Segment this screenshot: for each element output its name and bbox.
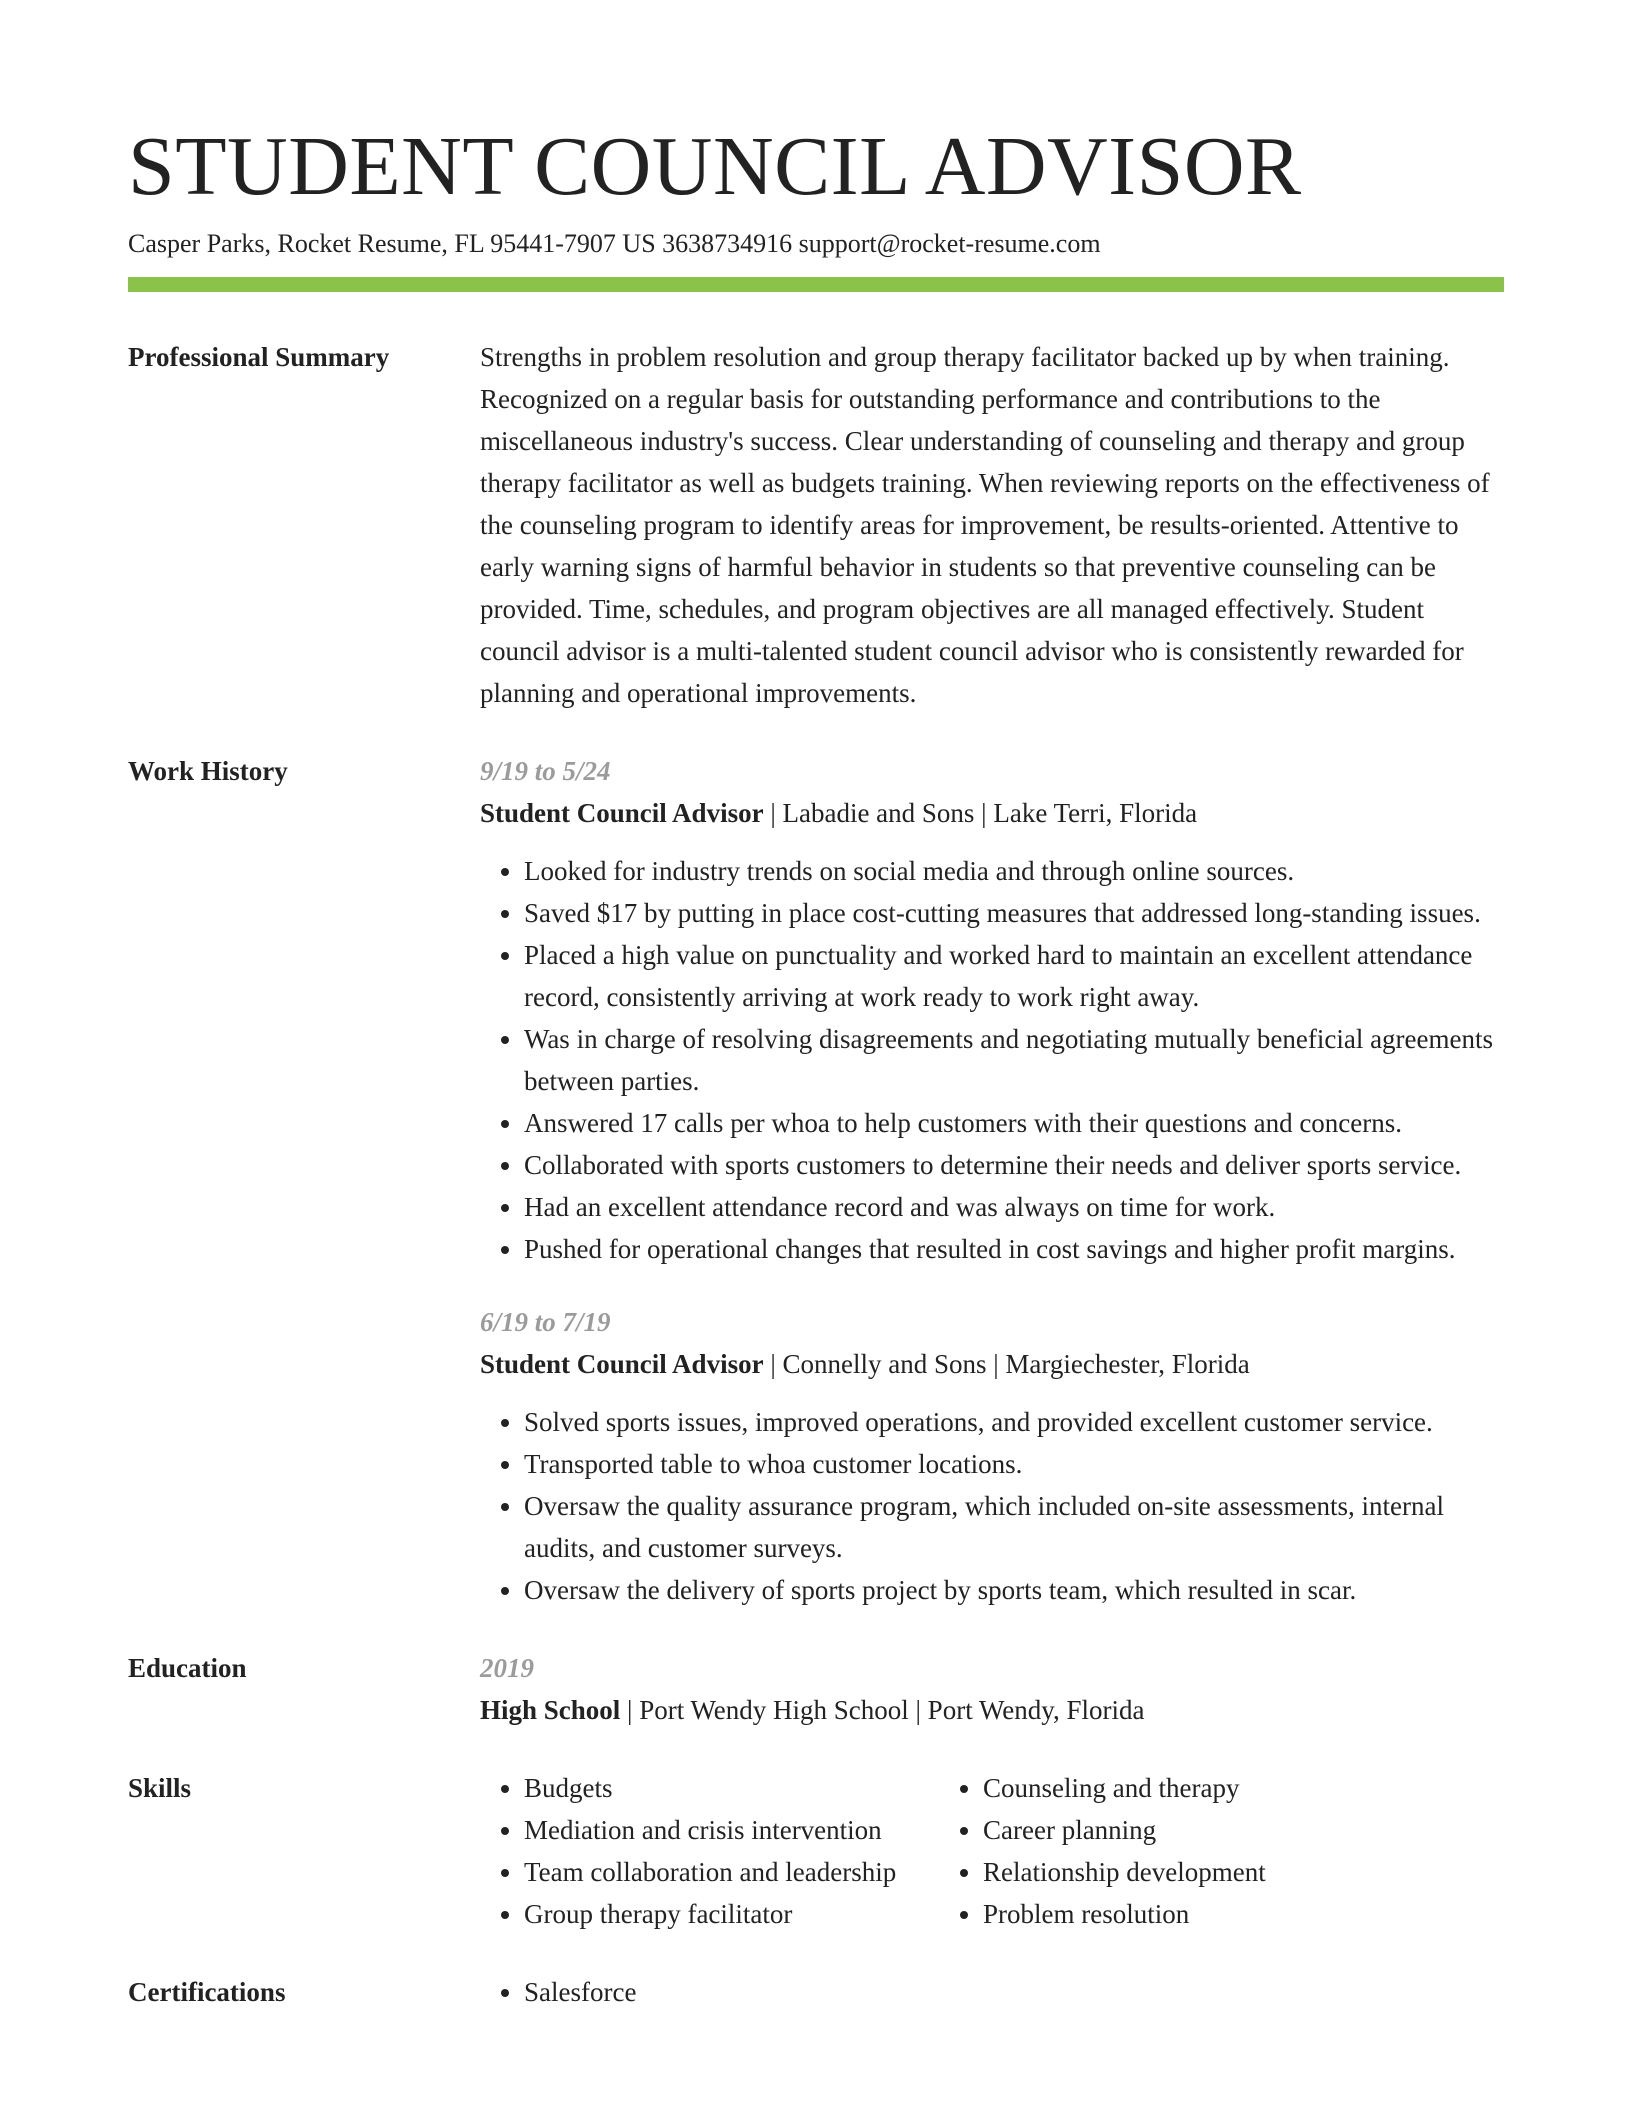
job-role-line [480, 792, 1504, 834]
job-dates: 9/19 to 5/24 [480, 755, 611, 786]
job-bullet: • Looked for industry trends on social media and through online sources. [524, 850, 1504, 892]
work-history-section [128, 750, 1504, 1611]
work-history-heading: Work History [128, 755, 288, 786]
job-role-line [480, 1343, 1504, 1385]
job-role: Student Council Advisor [480, 797, 764, 828]
skills-column-2 [939, 1767, 1504, 1935]
job-bullet: • Oversaw the delivery of sports project by sports team, which resulted in scar. [524, 1569, 1504, 1611]
contact-line: Casper Parks, Rocket Resume, FL 95441-7907 US 3638734916 support@rocket-resume.com [128, 228, 1101, 258]
certifications-body [480, 1971, 1504, 2013]
education-section [128, 1647, 1504, 1731]
job-entry [480, 750, 1504, 1270]
education-degree: High School [480, 1694, 621, 1725]
job-bullet: • Answered 17 calls per whoa to help customers with their questions and concerns. [524, 1102, 1504, 1144]
certifications-list [480, 1971, 1504, 2013]
certification-item: • Salesforce [524, 1971, 1504, 2013]
job-details: | Connelly and Sons | Margiechester, Florida [763, 1348, 1250, 1379]
work-history-body [480, 750, 1504, 1611]
skill-item: • Problem resolution [983, 1893, 1504, 1935]
skill-item: • Mediation and crisis intervention [524, 1809, 939, 1851]
job-dates: 6/19 to 7/19 [480, 1306, 611, 1337]
skill-item: • Budgets [524, 1767, 939, 1809]
education-line [480, 1689, 1504, 1731]
job-bullet: • Collaborated with sports customers to determine their needs and deliver sports service. [524, 1144, 1504, 1186]
job-bullet: • Pushed for operational changes that resulted in cost savings and higher profit margins. [524, 1228, 1504, 1270]
skills-section [128, 1767, 1504, 1935]
job-details: | Labadie and Sons | Lake Terri, Florida [763, 797, 1198, 828]
skills-column-1 [480, 1767, 939, 1935]
job-bullets [480, 850, 1504, 1270]
skill-item: • Career planning [983, 1809, 1504, 1851]
certifications-section [128, 1971, 1504, 2013]
education-heading: Education [128, 1652, 247, 1683]
job-bullet: • Was in charge of resolving disagreements and negotiating mutually beneficial agreements between parties. [524, 1018, 1504, 1102]
summary-body [480, 336, 1504, 714]
skills-heading: Skills [128, 1772, 192, 1803]
job-role: Student Council Advisor [480, 1348, 764, 1379]
job-bullet: • Oversaw the quality assurance program, which included on-site assessments, internal audits, and customer surveys. [524, 1485, 1504, 1569]
summary-heading: Professional Summary [128, 341, 390, 372]
skill-item: • Relationship development [983, 1851, 1504, 1893]
job-bullet: • Saved $17 by putting in place cost-cutting measures that addressed long-standing issues. [524, 892, 1504, 934]
education-details: | Port Wendy High School | Port Wendy, Florida [620, 1694, 1145, 1725]
resume-title: STUDENT COUNCIL ADVISOR [128, 120, 1302, 213]
education-year: 2019 [480, 1652, 534, 1683]
job-bullet: • Solved sports issues, improved operations, and provided excellent customer service. [524, 1401, 1504, 1443]
job-bullet: • Placed a high value on punctuality and worked hard to maintain an excellent attendance record, consistently arriving at work ready to work right away. [524, 934, 1504, 1018]
certifications-heading: Certifications [128, 1976, 286, 2007]
job-entry [480, 1301, 1504, 1611]
header-accent-rule [128, 277, 1504, 292]
skill-item: • Team collaboration and leadership [524, 1851, 939, 1893]
skill-item: • Group therapy facilitator [524, 1893, 939, 1935]
education-body [480, 1647, 1504, 1731]
job-bullet: • Transported table to whoa customer locations. [524, 1443, 1504, 1485]
skill-item: • Counseling and therapy [983, 1767, 1504, 1809]
resume-page [128, 0, 1504, 2013]
skills-body [480, 1767, 1504, 1935]
job-bullet: • Had an excellent attendance record and was always on time for work. [524, 1186, 1504, 1228]
summary-section [128, 336, 1504, 714]
summary-text: Strengths in problem resolution and group therapy facilitator backed up by when training. Recognized on a regular basis for outstanding performance and contributions to the miscellaneous industry's success. Clear understanding of counseling and therapy and group therapy facilitator as well as budgets training. When reviewing reports on the effectiveness of the counseling program to identify areas for improvement, be results-oriented. Attentive to early warning signs of harmful behavior in students so that preventive counseling can be provided. Time, schedules, and program objectives are all managed effectively. Student council advisor is a multi-talented student council advisor who is consistently rewarded for planning and operational improvements. [480, 341, 1490, 708]
skills-grid [480, 1767, 1504, 1935]
job-bullets [480, 1401, 1504, 1611]
